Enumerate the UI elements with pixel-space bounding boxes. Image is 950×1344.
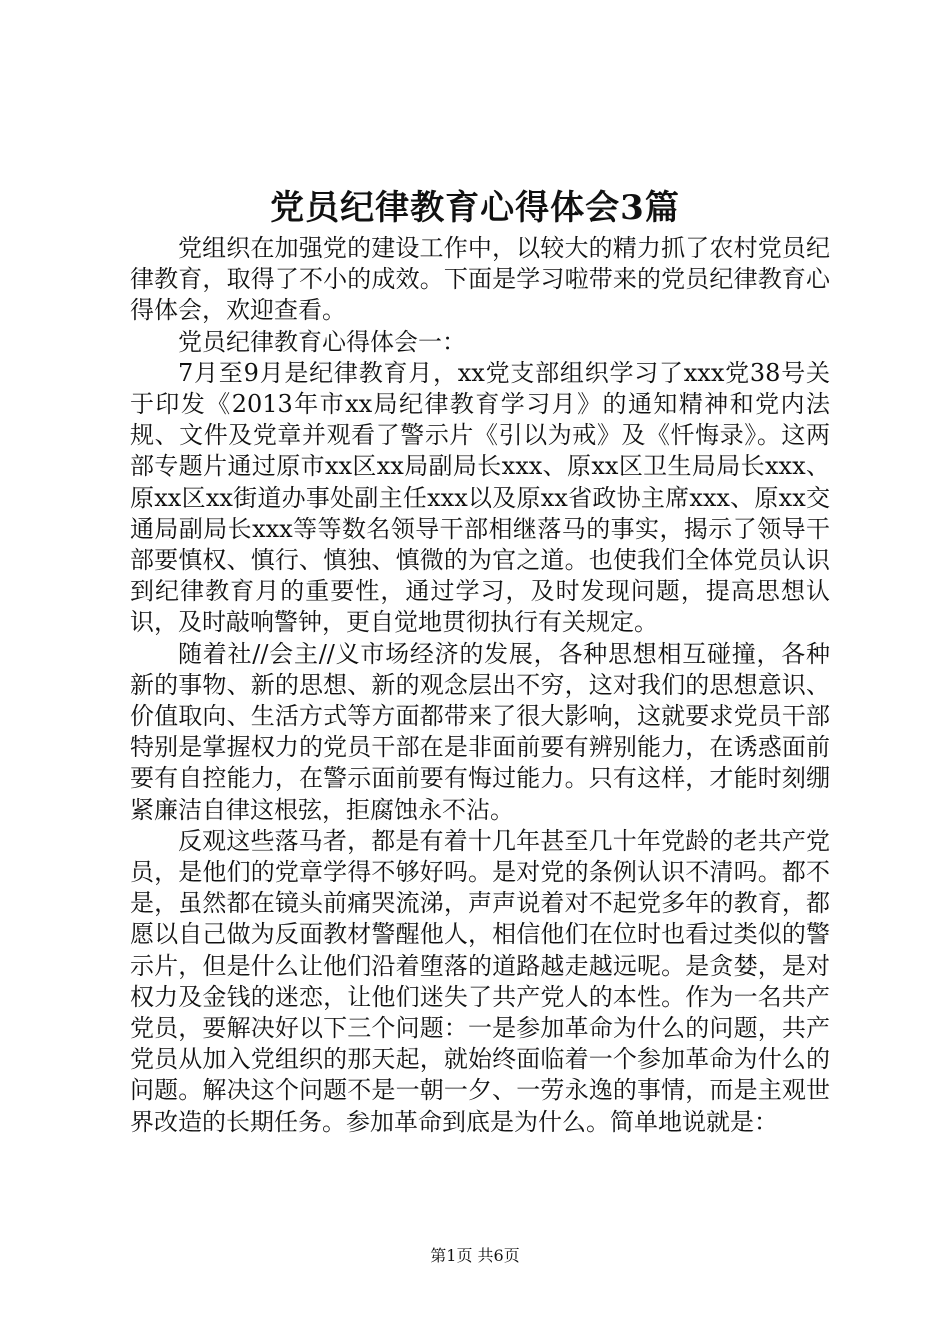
paragraph-2: 随着社//会主//义市场经济的发展，各种思想相互碰撞，各种新的事物、新的思想、新的观念层出不穷，这对我们的思想意识、价值取向、生活方式等方面都带来了很大影响，这就要求党员干部特别是掌握权力的党员干部在是非面前要有辨别能力，在诱惑面前要有自控能力，在警示面前要有悔过能力。只有这样，才能时刻绷紧廉洁自律这根弦，拒腐蚀永不沾。 xyxy=(130,639,830,824)
paragraph-intro: 党组织在加强党的建设工作中，以较大的精力抓了农村党员纪律教育，取得了不小的成效。下面是学习啦带来的党员纪律教育心得体会，欢迎查看。 xyxy=(130,234,830,325)
paragraph-section-heading: 党员纪律教育心得体会一： xyxy=(178,327,466,356)
document-body xyxy=(130,233,830,1138)
page-footer: 第1页 共6页 xyxy=(430,1246,520,1265)
paragraph-1: 7月至9月是纪律教育月，xx党支部组织学习了xxx党38号关于印发《2013年市xx局纪律教育学习月》的通知精神和党内法规、文件及党章并观看了警示片《引以为戒》及《忏悔录》。这两部专题片通过原市xx区xx局副局长xxx、原xx区卫生局局长xxx、原xx区xx街道办事处副主任xxx以及原xx省政协主席xxx、原xx交通局副局长xxx等等数名领导干部相继落马的事实，揭示了领导干部要慎权、慎行、慎独、慎微的为官之道。也使我们全体党员认识到纪律教育月的重要性，通过学习，及时发现问题，提高思想认识，及时敲响警钟，更自觉地贯彻执行有关规定。 xyxy=(130,358,830,637)
document-title: 党员纪律教育心得体会3篇 xyxy=(270,188,680,228)
paragraph-3: 反观这些落马者，都是有着十几年甚至几十年党龄的老共产党员，是他们的党章学得不够好吗。是对党的条例认识不清吗。都不是，虽然都在镜头前痛哭流涕，声声说着对不起党多年的教育，都愿以自己做为反面教材警醒他人，相信他们在位时也看过类似的警示片，但是什么让他们沿着堕落的道路越走越远呢。是贪婪，是对权力及金钱的迷恋，让他们迷失了共产党人的本性。作为一名共产党员，要解决好以下三个问题：一是参加革命为什么的问题，共产党员从加入党组织的那天起，就始终面临着一个参加革命为什么的问题。解决这个问题不是一朝一夕、一劳永逸的事情，而是主观世界改造的长期任务。参加革命到底是为什么。简单地说就是： xyxy=(130,826,830,1136)
